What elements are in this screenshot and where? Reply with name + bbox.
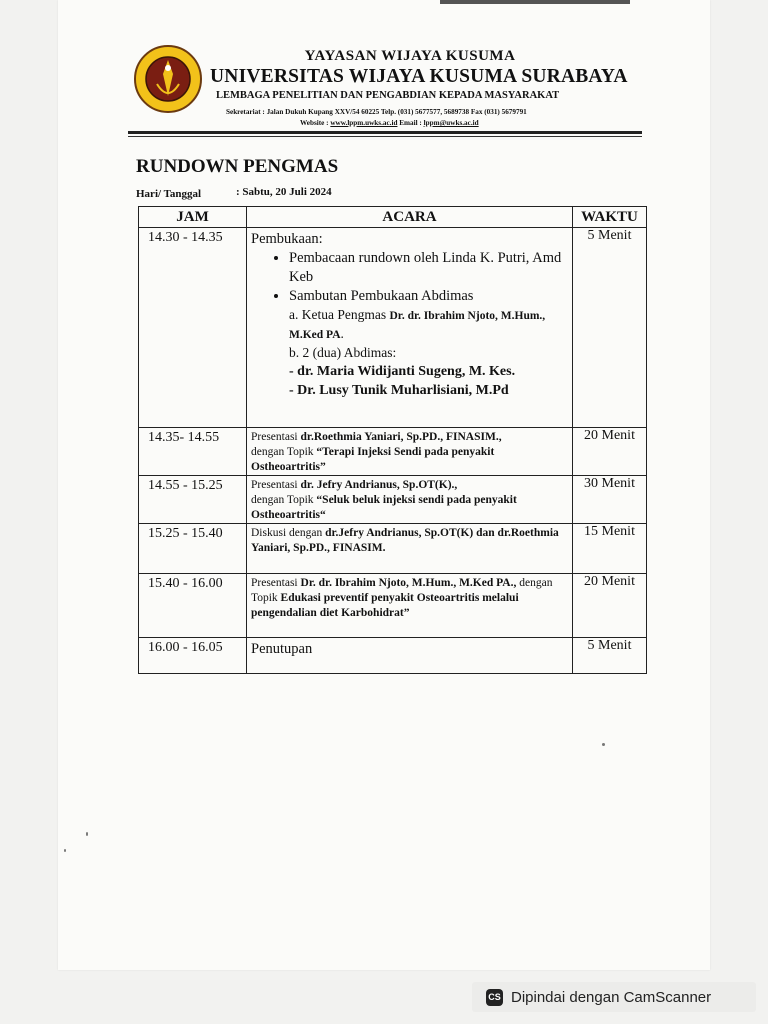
table-row bbox=[139, 574, 647, 638]
letterhead-rule-thin bbox=[128, 136, 642, 137]
agenda-cell bbox=[247, 524, 573, 574]
camscanner-icon: CS bbox=[486, 989, 503, 1006]
header-jam: JAM bbox=[139, 207, 247, 228]
duration-cell: 5 Menit bbox=[573, 638, 647, 674]
scan-speck bbox=[602, 743, 605, 746]
duration-cell: 20 Menit bbox=[573, 574, 647, 638]
scan-edge bbox=[440, 0, 630, 4]
agenda-cell bbox=[247, 574, 573, 638]
table-row bbox=[139, 476, 647, 524]
email-label: Email : bbox=[399, 119, 422, 127]
date-value: : Sabtu, 20 Juli 2024 bbox=[236, 186, 332, 198]
agenda-title: Pembukaan: bbox=[251, 231, 323, 247]
foundation-name: YAYASAN WIJAYA KUSUMA bbox=[304, 48, 516, 64]
date-label: Hari/ Tanggal bbox=[136, 188, 202, 200]
agenda-text: Presentasi bbox=[251, 431, 301, 443]
university-name: UNIVERSITAS WIJAYA KUSUMA SURABAYA bbox=[210, 66, 628, 87]
table-header-row bbox=[139, 207, 647, 228]
agenda-cell bbox=[247, 428, 573, 476]
table-row bbox=[139, 524, 647, 574]
agenda-speaker: dr.Roethmia Yaniari, Sp.PD., FINASIM., bbox=[300, 431, 502, 443]
agenda-topic: “Seluk beluk injeksi sendi pada penyakit Ostheoartritis“ bbox=[251, 494, 517, 521]
duration-cell: 5 Menit bbox=[573, 228, 647, 428]
sub-item-a-suffix: . bbox=[340, 326, 344, 341]
agenda-speaker: Dr. dr. Ibrahim Njoto, M.Hum., M.Ked PA., bbox=[300, 577, 517, 589]
sub-item-a bbox=[251, 306, 568, 344]
letterhead bbox=[210, 48, 628, 101]
agenda-bullets bbox=[251, 249, 568, 306]
list-item: • Pembacaan rundown oleh Linda K. Putri, Amd Keb bbox=[289, 249, 568, 287]
agenda-text: dengan Topik bbox=[251, 494, 317, 506]
duration-cell: 20 Menit bbox=[573, 428, 647, 476]
list-item: • Sambutan Pembukaan Abdimas bbox=[289, 287, 568, 306]
header-acara: ACARA bbox=[247, 207, 573, 228]
table-row bbox=[139, 428, 647, 476]
time-cell: 15.25 - 15.40 bbox=[139, 524, 247, 574]
agenda-cell: Penutupan bbox=[247, 638, 573, 674]
scan-speck bbox=[86, 832, 88, 836]
agenda-topic: “Terapi Injeksi Sendi pada penyakit Ostheoartritis” bbox=[251, 446, 495, 473]
agenda-text: dengan Topik bbox=[251, 446, 317, 458]
time-cell: 15.40 - 16.00 bbox=[139, 574, 247, 638]
rundown-table bbox=[138, 206, 647, 674]
secretariat-address: Sekretariat : Jalan Dukuh Kupang XXV/54 60225 Telp. (031) 5677577, 5689738 Fax (031) 5679791 bbox=[226, 108, 527, 116]
camscanner-text: Dipindai dengan CamScanner bbox=[511, 988, 712, 1006]
agenda-text: dengan Topik bbox=[251, 577, 553, 604]
camscanner-watermark bbox=[472, 982, 756, 1012]
agenda-cell bbox=[247, 228, 573, 428]
table-row bbox=[139, 638, 647, 674]
header-waktu: WAKTU bbox=[573, 207, 647, 228]
time-cell: 14.35- 14.55 bbox=[139, 428, 247, 476]
website-label: Website : bbox=[300, 119, 329, 127]
institute-name: LEMBAGA PENELITIAN DAN PENGABDIAN KEPADA MASYARAKAT bbox=[216, 90, 560, 101]
letterhead-rule bbox=[128, 131, 642, 134]
agenda-speaker: dr.Jefry Andrianus, Sp.OT(K) dan dr.Roethmia Yaniari, Sp.PD., FINASIM. bbox=[251, 527, 559, 554]
document-title: RUNDOWN PENGMAS bbox=[136, 156, 339, 177]
time-cell: 14.30 - 14.35 bbox=[139, 228, 247, 428]
sub-item-a-name: Dr. dr. Ibrahim Njoto, M.Hum., M.Ked PA bbox=[289, 310, 546, 341]
speaker-item: - Dr. Lusy Tunik Muharlisiani, M.Pd bbox=[289, 383, 509, 398]
sub-item-a-prefix: a. Ketua Pengmas bbox=[289, 307, 387, 322]
table-row bbox=[139, 228, 647, 428]
agenda-text: Diskusi dengan bbox=[251, 527, 326, 539]
duration-cell: 15 Menit bbox=[573, 524, 647, 574]
agenda-topic: Edukasi preventif penyakit Osteoartritis melalui pengendalian diet Karbohidrat” bbox=[251, 592, 519, 619]
agenda-cell bbox=[247, 476, 573, 524]
email-link[interactable]: lppm@uwks.ac.id bbox=[423, 119, 479, 127]
scan-speck bbox=[64, 849, 66, 852]
agenda-text: Presentasi bbox=[251, 479, 301, 491]
time-cell: 14.55 - 15.25 bbox=[139, 476, 247, 524]
agenda-speaker: dr. Jefry Andrianus, Sp.OT(K)., bbox=[300, 479, 458, 491]
website-link[interactable]: www.lppm.uwks.ac.id bbox=[330, 119, 398, 127]
contact-line bbox=[300, 119, 479, 127]
duration-cell: 30 Menit bbox=[573, 476, 647, 524]
sub-item-b: b. 2 (dua) Abdimas: bbox=[289, 345, 397, 360]
time-cell: 16.00 - 16.05 bbox=[139, 638, 247, 674]
speaker-item: - dr. Maria Widijanti Sugeng, M. Kes. bbox=[289, 364, 516, 379]
agenda-text: Presentasi bbox=[251, 577, 301, 589]
university-seal-icon bbox=[133, 44, 203, 114]
